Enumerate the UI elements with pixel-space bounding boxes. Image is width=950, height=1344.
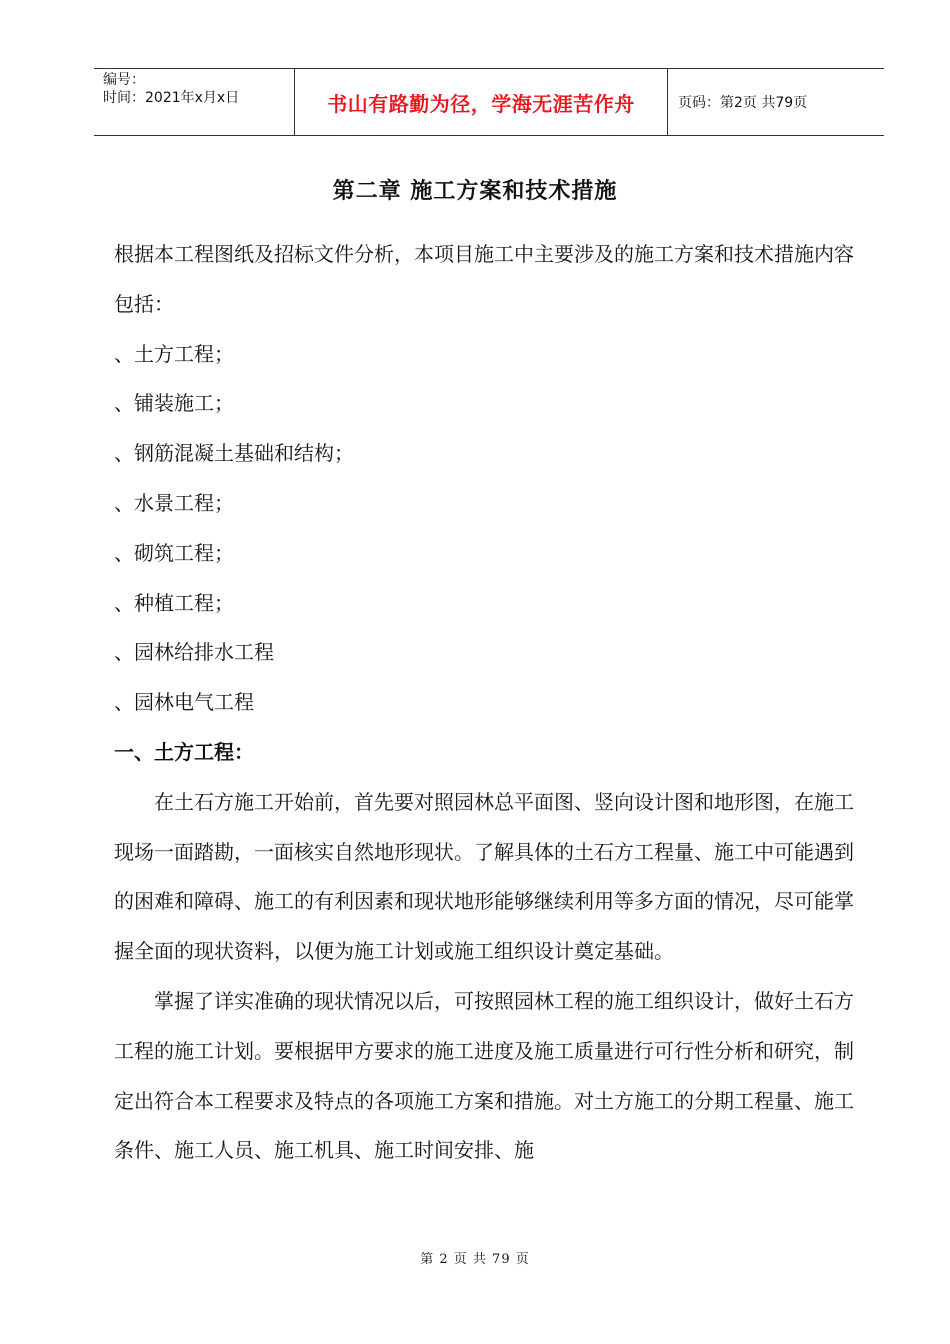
section-heading: 一、土方工程： (114, 739, 254, 764)
header-meta (94, 69, 295, 135)
header-slogan: 书山有路勤为径，学海无涯苦作舟 (295, 69, 668, 135)
intro-paragraph: 根据本工程图纸及招标文件分析，本项目施工中主要涉及的施工方案和技术措施内容包括： (114, 242, 854, 316)
document-body (114, 230, 864, 1176)
list-item: 、土方工程； (114, 341, 234, 366)
page-footer: 第 2 页 共 79 页 (420, 1252, 530, 1267)
document-number-label: 编号： (103, 72, 145, 88)
list-item: 、水景工程； (114, 490, 234, 515)
list-item: 、园林电气工程 (114, 690, 254, 715)
body-paragraph: 在土石方施工开始前，首先要对照园林总平面图、竖向设计图和地形图，在施工现场一面踏勘，一面核实自然地形现状。了解具体的土石方工程量、施工中可能遇到的困难和障碍、施工的有利因素和现状地形能够继续利用等多方面的情况，尽可能掌握全面的现状资料，以便为施工计划或施工组织设计奠定基础。 (114, 789, 854, 964)
header-page-info: 页码：第2页 共79页 (678, 95, 808, 111)
list-item: 、钢筋混凝土基础和结构； (114, 441, 354, 466)
chapter-title: 第二章 施工方案和技术措施 (332, 179, 618, 204)
list-item: 、铺装施工； (114, 391, 234, 416)
list-item: 、砌筑工程； (114, 540, 234, 565)
body-paragraph: 掌握了详实准确的现状情况以后，可按照园林工程的施工组织设计，做好土石方工程的施工计划。要根据甲方要求的施工进度及施工质量进行可行性分析和研究，制定出符合本工程要求及特点的各项施工方案和措施。对土方施工的分期工程量、施工条件、施工人员、施工机具、施工时间安排、施 (114, 988, 854, 1163)
page-header (94, 68, 884, 136)
list-item: 、种植工程； (114, 590, 234, 615)
list-item: 、园林给排水工程 (114, 640, 274, 665)
document-time: 时间：2021年x月x日 (103, 90, 240, 106)
